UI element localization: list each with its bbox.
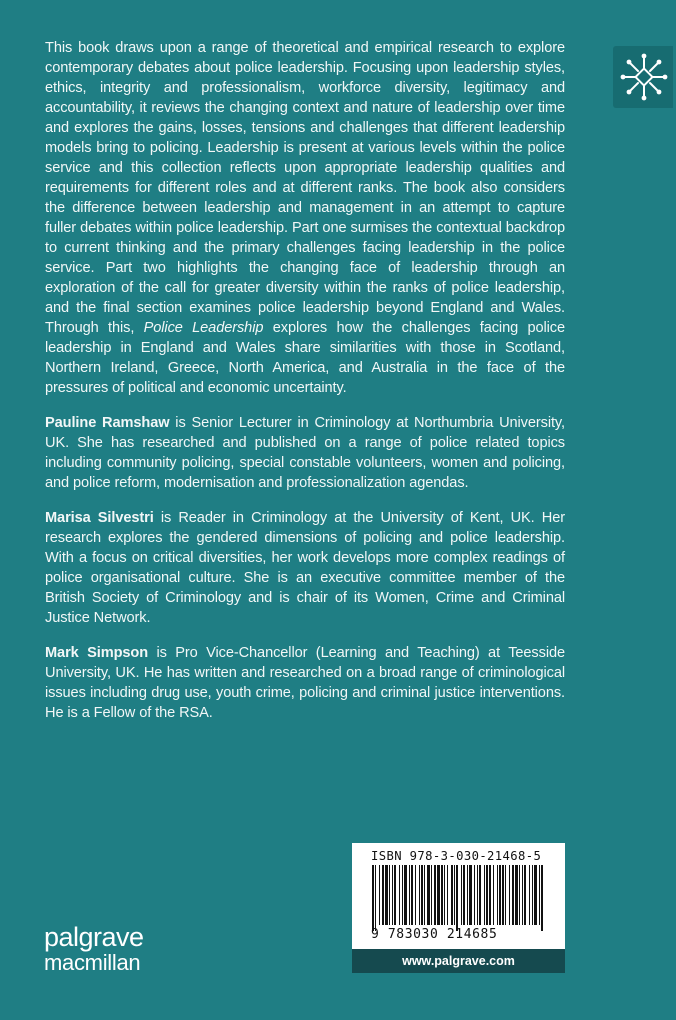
barcode-bar (454, 865, 455, 925)
barcode-bar (499, 865, 501, 925)
publisher-url-strip (352, 949, 565, 973)
barcode-bar (467, 865, 468, 925)
barcode-bar (419, 865, 420, 925)
barcode-bar (486, 865, 488, 925)
book-title-italic: Police Leadership (143, 320, 264, 336)
barcode-bar (477, 865, 478, 925)
barcode-bar (402, 865, 403, 925)
barcode-bar (512, 865, 514, 925)
barcode-bar (529, 865, 530, 925)
barcode-bar (399, 865, 400, 925)
author-bio-2 (45, 508, 565, 628)
publisher-url[interactable]: www.palgrave.com (402, 954, 515, 968)
barcode-digits: 9 783030 214685 (371, 927, 498, 942)
barcode-bar (469, 865, 472, 925)
barcode-bar (484, 865, 485, 925)
barcode-bar (474, 865, 475, 925)
barcode-bar (451, 865, 453, 925)
barcode-bar (404, 865, 407, 925)
barcode-bar (524, 865, 526, 925)
barcode-bar (409, 865, 410, 925)
barcode-bar (515, 865, 518, 925)
barcode-bar (427, 865, 430, 925)
barcode-bar (522, 865, 523, 925)
publisher-logo (44, 924, 144, 976)
barcode-bar (389, 865, 390, 925)
publisher-name-line1: palgrave (44, 922, 144, 952)
author-bio-text: is Senior Lecturer in Criminology at Northumbria University, UK. She has researched and published on a range of police related topics including community policing, special constable volunteers, women and policing, and police reform, modernisation and professionalization agendas. (45, 415, 565, 491)
barcode-bar (502, 865, 504, 925)
isbn-barcode-block (352, 843, 565, 973)
barcode-bar (509, 865, 510, 925)
author-bio-3 (45, 643, 565, 723)
barcode-bar (479, 865, 481, 925)
author-name: Mark Simpson (45, 645, 149, 661)
author-bio-text: is Pro Vice-Chancellor (Learning and Teaching) at Teesside University, UK. He has written and researched on a broad range of criminological issues including drug use, youth crime, policing and criminal justice interventions. He is a Fellow of the RSA. (45, 645, 565, 721)
barcode-bar (437, 865, 440, 925)
barcode-bar (456, 865, 458, 931)
barcode-bar (431, 865, 432, 925)
barcode-bar (489, 865, 491, 925)
barcode-bar (392, 865, 393, 925)
barcode-bar (411, 865, 413, 925)
barcode-bar (441, 865, 443, 925)
publisher-name-line2: macmillan (44, 950, 141, 975)
back-cover-text (45, 38, 565, 738)
author-bio-text: is Reader in Criminology at the University of Kent, UK. Her research explores the gendered dimensions of policing and police leadership. With a focus on critical diversities, her work develops more complex readings of police organisational culture. She is an executive committee member of the British Society of Criminology and is chair of its Women, Crime and Criminal Justice Network. (45, 510, 565, 626)
author-name: Pauline Ramshaw (45, 415, 170, 431)
barcode-bar (444, 865, 445, 925)
barcode-bar (539, 865, 540, 925)
barcode-bar (379, 865, 380, 925)
barcode-bar (463, 865, 465, 925)
description-part-1: This book draws upon a range of theoretical and empirical research to explore contemporary debates about police leadership. Focusing upon leadership styles, ethics, integrity and professionalism, workforce diversity, legitimacy and accountability, it reviews the changing context and nature of leadership over time and explores the gains, losses, tensions and challenges that different leadership models bring to policing. Leadership is present at various levels within the police service and this collection reflects upon appropriate leadership qualities and requirements for different roles and at different ranks. The book also considers the difference between leadership and management in an attempt to capture fuller debates within police leadership. Part one surmises the contextual backdrop to current thinking and the primary challenges facing leadership in the police service. Part two highlights the changing face of leadership through an exploration of the call for greater diversity within the ranks of police leadership, and the final section examines police leadership beyond England and Wales. Through this, (45, 40, 565, 336)
barcode-bar (375, 865, 376, 931)
isbn-label: ISBN 978-3-030-21468-5 (371, 849, 542, 863)
barcode-bar (447, 865, 448, 925)
barcode-bar (382, 865, 384, 925)
barcode-bar (394, 865, 396, 925)
barcode-bar (385, 865, 388, 925)
barcode-panel (352, 843, 565, 949)
barcode-bar (519, 865, 520, 925)
barcode-bar (372, 865, 374, 931)
barcode-bar (534, 865, 537, 925)
barcode-bar (532, 865, 533, 925)
barcode-bar (493, 865, 494, 925)
barcode-bars (372, 865, 547, 931)
barcode-bar (421, 865, 423, 925)
barcode-bar (415, 865, 416, 925)
barcode-bar (461, 865, 462, 925)
book-description (45, 38, 565, 398)
author-name: Marisa Silvestri (45, 510, 154, 526)
barcode-bar (505, 865, 506, 925)
barcode-bar (541, 865, 543, 931)
palgrave-logo-icon (619, 52, 669, 102)
description-part-2: explores how the challenges facing police leadership in England and Wales share similarities with those in Scotland, Northern Ireland, Greece, North America, and Australia in the face of the pressures of political and economic uncertainty. (45, 320, 565, 396)
author-bio-1 (45, 413, 565, 493)
barcode-bar (434, 865, 436, 925)
barcode-bar (424, 865, 425, 925)
palgrave-logo-tile (613, 46, 673, 108)
barcode-bar (497, 865, 498, 925)
